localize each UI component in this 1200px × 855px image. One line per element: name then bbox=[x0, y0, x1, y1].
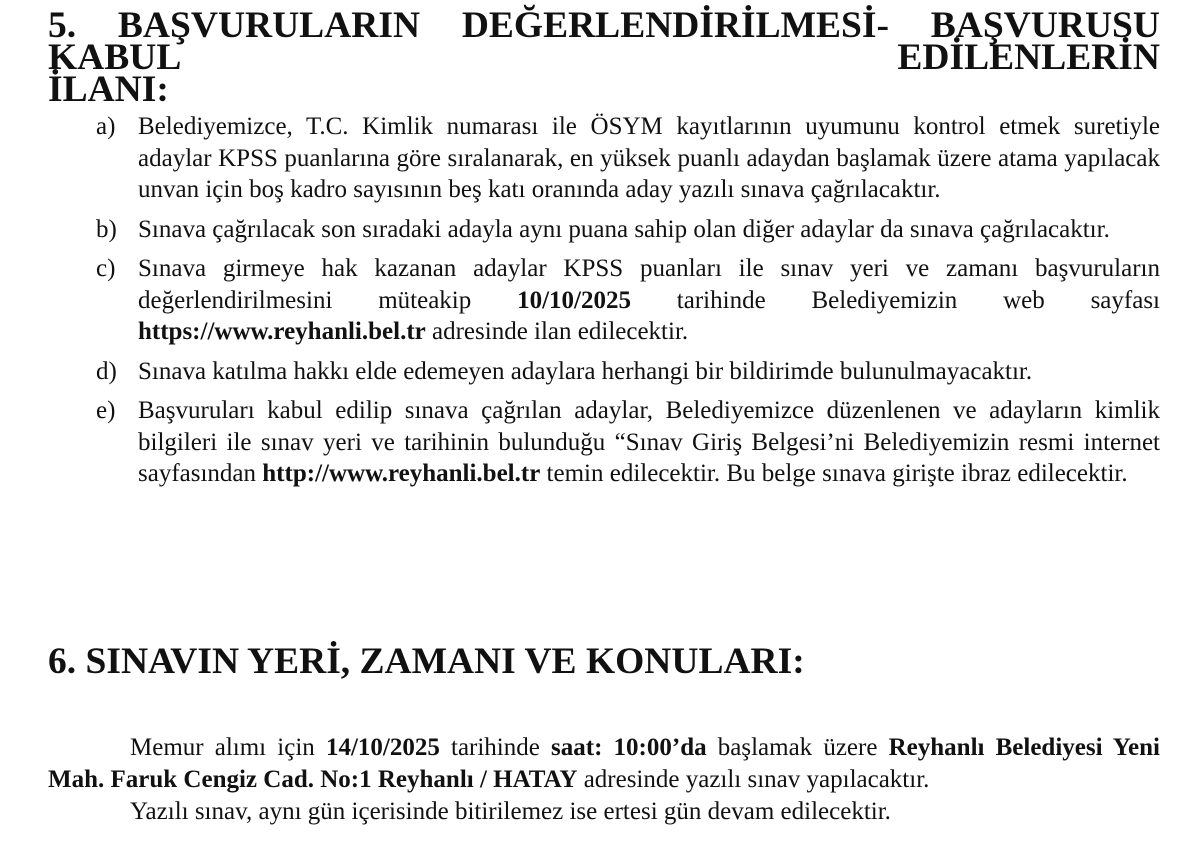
list-item-text bbox=[138, 253, 1160, 348]
section-5-heading bbox=[48, 5, 1160, 110]
list-item-text: Belediyemizce, T.C. Kimlik numarası ile ÖSYM kayıtlarının uyumunu kontrol etmek suretiyle adaylar KPSS puanlarına göre sıralanarak, en yüksek puanlı adaydan başlamak üzere atama yapılacak unvan için boş kadro sayısının beş katı oranında aday yazılı sınava çağrılacaktır. bbox=[138, 113, 1160, 203]
list-item-d bbox=[96, 356, 1160, 388]
text-run: Sınava girmeye hak kazanan adaylar KPSS puanları ile sınav yeri ve zamanı başvuruların değerlendirilmesini müteakip bbox=[138, 255, 1160, 314]
website-url: http://www.reyhanli.bel.tr bbox=[262, 460, 541, 487]
text-run: tarihinde bbox=[439, 734, 552, 761]
list-item-text bbox=[138, 395, 1160, 490]
section-5-list bbox=[96, 111, 1160, 498]
exam-date: 14/10/2025 bbox=[325, 734, 440, 761]
section-5-heading-line-1: 5. BAŞVURULARIN DEĞERLENDİRİLMESİ- BAŞVURUSU KABUL EDİLENLERİN bbox=[48, 5, 1160, 78]
section-6-heading: 6. SINAVIN YERİ, ZAMANI VE KONULARI: bbox=[48, 641, 805, 682]
list-item-text: Sınava katılma hakkı elde edemeyen adaylara herhangi bir bildirimde bulunulmayacaktır. bbox=[138, 357, 1033, 385]
exam-details-paragraph bbox=[48, 732, 1160, 796]
exam-address: Reyhanlı Belediyesi Yeni Mah. Faruk Cengiz Cad. No:1 Reyhanlı / HATAY bbox=[48, 734, 1161, 793]
list-item-text: Sınava çağrılacak son sıradaki adayla aynı puana sahip olan diğer adaylar da sınava çağrılacaktır. bbox=[138, 215, 1110, 243]
list-marker: e) bbox=[96, 397, 116, 424]
section-5-heading-line-2: İLANI: bbox=[48, 69, 169, 110]
text-run: başlamak üzere bbox=[706, 734, 889, 761]
text-run: adresinde yazılı sınav yapılacaktır. bbox=[577, 766, 930, 793]
list-item-e bbox=[96, 395, 1160, 490]
announcement-date: 10/10/2025 bbox=[517, 286, 631, 314]
text-run: temin edilecektir. Bu belge sınava girişte ibraz edilecektir. bbox=[540, 460, 1128, 487]
text-run: Memur alımı için bbox=[130, 734, 326, 761]
text-run: Başvuruları kabul edilip sınava çağrılan adaylar, Belediyemizce düzenlenen ve adayların kimlik bilgileri ile sınav yeri ve tarihinin bulunduğu “Sınav Giriş Belgesi’ni Belediyemizin resmi internet sayfasından bbox=[138, 397, 1160, 487]
list-marker: a) bbox=[96, 113, 116, 140]
list-item-a bbox=[96, 111, 1160, 206]
text-run: tarihinde Belediyemizin web sayfası bbox=[630, 286, 1161, 314]
exam-time: saat: 10:00’da bbox=[551, 734, 707, 761]
list-item-c bbox=[96, 253, 1160, 348]
list-marker: d) bbox=[96, 357, 117, 385]
exam-continuation-paragraph: Yazılı sınav, aynı gün içerisinde bitirilemez ise ertesi gün devam edilecektir. bbox=[130, 798, 891, 825]
list-marker: b) bbox=[96, 215, 117, 243]
list-item-b bbox=[96, 214, 1160, 246]
website-url: https://www.reyhanli.bel.tr bbox=[138, 318, 426, 345]
list-marker: c) bbox=[96, 255, 116, 282]
text-run: adresinde ilan edilecektir. bbox=[425, 318, 689, 345]
